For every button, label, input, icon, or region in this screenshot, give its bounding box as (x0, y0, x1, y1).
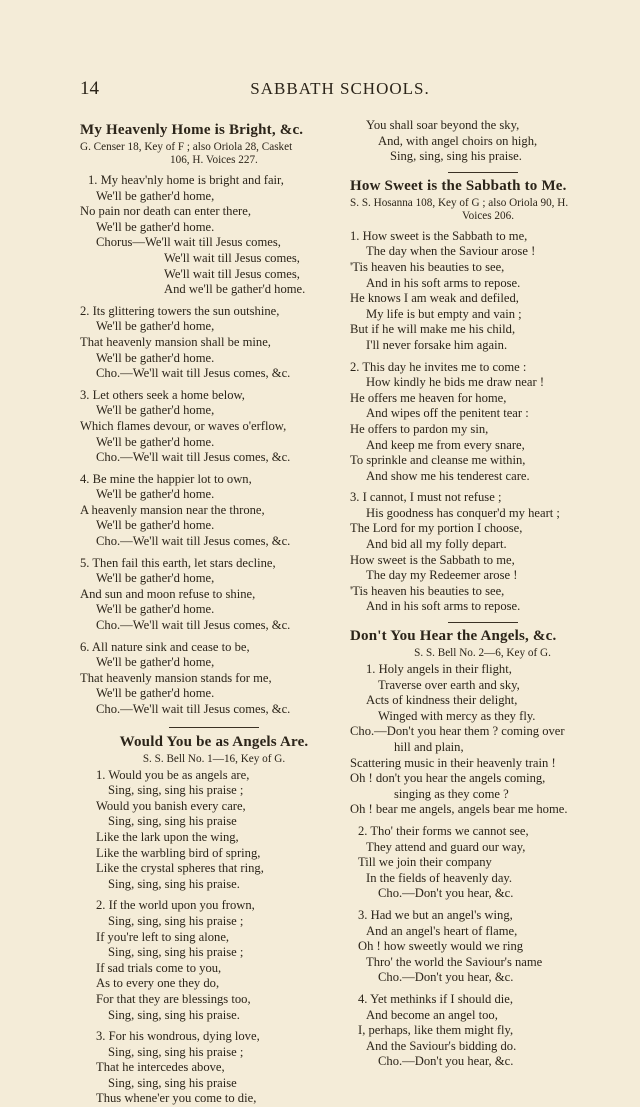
verse-line: 1. Holy angels in their flight, (366, 662, 512, 677)
verse-line: 4. Yet methinks if I should die, (358, 991, 513, 1006)
verse (350, 490, 615, 615)
verse (80, 898, 348, 1023)
divider (448, 172, 518, 173)
verse-line: We'll be gather'd home, (96, 319, 215, 334)
verse-line: Sing, sing, sing his praise ; (108, 913, 244, 928)
verse-line: We'll be gather'd home. (96, 219, 215, 234)
verse (350, 824, 615, 902)
chorus-line: Cho.—Don't you hear them ? coming over (350, 724, 565, 739)
verse-line: And show me his tenderest care. (366, 468, 530, 483)
verse (80, 388, 348, 466)
hymn-title: My Heavenly Home is Bright, &c. (80, 122, 304, 138)
verse-line: In the fields of heavenly day. (366, 870, 513, 885)
verse (80, 640, 348, 718)
verse-line: If you're left to sing alone, (96, 929, 230, 944)
hymn-meta: S. S. Bell No. 1—16, Key of G. (142, 752, 286, 765)
verse-line: We'll be gather'd home, (96, 403, 215, 418)
verse (350, 908, 615, 986)
verse-line: No pain nor death can enter there, (80, 204, 251, 219)
hymn-title: Would You be as Angels Are. (119, 733, 309, 750)
verse-line: 1. My heav'nly home is bright and fair, (88, 173, 284, 187)
verse-line: They attend and guard our way, (366, 839, 526, 854)
verse (80, 472, 348, 550)
chorus-line: Cho.—We'll wait till Jesus comes, &c. (96, 366, 291, 381)
left-column (80, 118, 348, 1107)
verse-line: Acts of kindness their delight, (366, 693, 518, 708)
chorus-line: Cho.—Don't you hear, &c. (378, 1054, 514, 1069)
verse-line: To sprinkle and cleanse me within, (350, 453, 526, 468)
verse-line: Like the crystal spheres that ring, (96, 861, 264, 876)
verse-line: Sing, sing, sing his praise ; (108, 945, 244, 960)
verse-line: Oh ! how sweetly would we ring (358, 939, 524, 954)
chorus-line: Cho.—We'll wait till Jesus comes, &c. (96, 618, 291, 633)
verse-line: The day my Redeemer arose ! (366, 568, 518, 583)
verse-line: For that they are blessings too, (96, 991, 251, 1006)
chorus-line: Oh ! don't you hear the angels coming, (350, 771, 546, 786)
running-title: SABBATH SCHOOLS. (250, 79, 430, 98)
verse-line: Thus whene'er you come to die, (96, 1091, 257, 1106)
verse-line: And an angel's heart of flame, (366, 923, 518, 938)
hymn-meta: S. S. Bell No. 2—6, Key of G. (414, 647, 551, 660)
verse (80, 173, 348, 298)
divider (448, 622, 518, 623)
chorus-line: We'll wait till Jesus comes, (164, 266, 300, 281)
chorus-line: singing as they come ? (394, 786, 509, 801)
verse (350, 360, 615, 485)
continued-verse (350, 118, 615, 165)
verse-line: Traverse over earth and sky, (378, 677, 520, 692)
verse-line: I'll never forsake him again. (366, 337, 508, 352)
verse (80, 768, 348, 893)
chorus-line: Cho.—Don't you hear, &c. (378, 970, 514, 985)
verse-line: The day when the Saviour arose ! (366, 244, 536, 259)
verse-line: He offers to pardon my sin, (350, 421, 489, 436)
chorus-line: Chorus—We'll wait till Jesus comes, (96, 235, 281, 250)
verse-line: Sing, sing, sing his praise ; (108, 1044, 244, 1059)
divider (169, 727, 259, 728)
verse (350, 662, 615, 818)
verse-line: We'll be gather'd home. (96, 487, 215, 502)
chorus-line: Cho.—We'll wait till Jesus comes, &c. (96, 702, 291, 716)
verse-line: His goodness has conquer'd my heart ; (366, 505, 560, 520)
verse-line: And keep me from every snare, (366, 437, 525, 452)
verse-line: That heavenly mansion stands for me, (80, 670, 272, 685)
verse-line: 'Tis heaven his beauties to see, (350, 259, 505, 274)
verse-line: 1. How sweet is the Sabbath to me, (350, 228, 528, 243)
verse-line: And in his soft arms to repose. (366, 599, 521, 614)
hymn-meta: S. S. Hosanna 108, Key of G ; also Oriola 90, H. (350, 196, 569, 209)
verse-line: Would you banish every care, (96, 798, 246, 813)
verse-line: He knows I am weak and defiled, (350, 291, 519, 306)
verse-line: Winged with mercy as they fly. (378, 708, 536, 723)
verse (80, 556, 348, 634)
verse (80, 304, 348, 382)
verse-line: Which flames devour, or waves o'erflow, (80, 418, 287, 433)
verse-line: And wipes off the penitent tear : (366, 406, 529, 421)
verse-line: But if he will make me his child, (350, 322, 516, 337)
page-header (80, 78, 600, 102)
verse-line: 2. This day he invites me to come : (350, 359, 527, 374)
chorus-line: hill and plain, (394, 740, 464, 754)
verse-line: And the Saviour's bidding do. (366, 1038, 517, 1053)
verse-line: My life is but empty and vain ; (366, 306, 522, 321)
verse-line: You shall soar beyond the sky, (366, 118, 520, 132)
verse-line: And sun and moon refuse to shine, (80, 586, 256, 601)
verse (350, 229, 615, 354)
chorus-line: We'll wait till Jesus comes, (164, 250, 300, 265)
verse-line: 1. Would you be as angels are, (96, 767, 250, 782)
verse-line: 'Tis heaven his beauties to see, (350, 583, 505, 598)
verse-line: Sing, sing, sing his praise ; (108, 783, 244, 798)
chorus-line: And we'll be gather'd home. (164, 282, 306, 297)
chorus-line: Scattering music in their heavenly train ! (350, 755, 556, 770)
verse-line: Sing, sing, sing his praise (108, 1075, 237, 1090)
hymn-meta: Voices 206. (462, 209, 514, 222)
page-number: 14 (80, 78, 99, 99)
verse-line: That heavenly mansion shall be mine, (80, 334, 271, 349)
chorus-line: Cho.—We'll wait till Jesus comes, &c. (96, 450, 291, 465)
verse-line: Sing, sing, sing his praise (108, 814, 237, 829)
verse-line: How kindly he bids me draw near ! (366, 375, 545, 390)
verse-line: We'll be gather'd home. (96, 518, 215, 533)
hymn-meta: 106, H. Voices 227. (170, 154, 258, 166)
verse-line: 2. If the world upon you frown, (96, 898, 255, 913)
verse-line: He offers me heaven for home, (350, 390, 507, 405)
verse-line: As to every one they do, (96, 976, 220, 991)
verse-line: And become an angel too, (366, 1007, 498, 1022)
verse-line: We'll be gather'd home. (96, 686, 215, 701)
verse-line: 4. Be mine the happier lot to own, (80, 471, 252, 486)
verse-line: 3. Let others seek a home below, (80, 387, 245, 402)
right-column (350, 118, 615, 1070)
hymn-title: How Sweet is the Sabbath to Me. (350, 177, 567, 194)
verse-line: The Lord for my portion I choose, (350, 521, 523, 536)
verse-line: 2. Its glittering towers the sun outshine, (80, 303, 280, 318)
verse (80, 1029, 348, 1107)
verse-line: That he intercedes above, (96, 1060, 225, 1075)
verse-line: Thro' the world the Saviour's name (366, 954, 543, 969)
verse-line: Sing, sing, sing his praise. (108, 876, 240, 891)
verse-line: And bid all my folly depart. (366, 537, 507, 552)
verse-line: Like the warbling bird of spring, (96, 845, 261, 860)
verse-line: 3. For his wondrous, dying love, (96, 1029, 260, 1044)
verse-line: And, with angel choirs on high, (378, 133, 538, 148)
verse-line: Till we join their company (358, 855, 492, 870)
verse-line: 3. I cannot, I must not refuse ; (350, 490, 502, 505)
verse (350, 992, 615, 1070)
verse-line: We'll be gather'd home. (96, 434, 215, 449)
verse-line: I, perhaps, like them might fly, (358, 1023, 514, 1038)
chorus-line: Cho.—Don't you hear, &c. (378, 886, 514, 901)
verse-line: Sing, sing, sing his praise. (108, 1007, 240, 1022)
verse-line: We'll be gather'd home. (96, 602, 215, 617)
verse-line: And in his soft arms to repose. (366, 275, 521, 290)
verse-line: We'll be gather'd home, (96, 655, 215, 670)
verse-line: A heavenly mansion near the throne, (80, 502, 265, 517)
verse-line: We'll be gather'd home, (96, 571, 215, 586)
verse-line: How sweet is the Sabbath to me, (350, 552, 515, 567)
verse-line: Like the lark upon the wing, (96, 829, 239, 844)
verse-line: 6. All nature sink and cease to be, (80, 639, 250, 654)
verse-line: 3. Had we but an angel's wing, (358, 907, 513, 922)
verse-line: 2. Tho' their forms we cannot see, (358, 823, 529, 838)
verse-line: We'll be gather'd home, (96, 188, 215, 203)
hymn-title: Don't You Hear the Angels, &c. (350, 628, 557, 645)
verse-line: If sad trials come to you, (96, 960, 222, 975)
verse-line: We'll be gather'd home. (96, 350, 215, 365)
chorus-line: Oh ! bear me angels, angels bear me home. (350, 802, 568, 817)
chorus-line: Cho.—We'll wait till Jesus comes, &c. (96, 534, 291, 549)
verse-line: Sing, sing, sing his praise. (390, 149, 522, 164)
hymn-meta: G. Censer 18, Key of F ; also Oriola 28, Casket (80, 141, 293, 153)
verse-line: 5. Then fail this earth, let stars decline, (80, 555, 276, 570)
